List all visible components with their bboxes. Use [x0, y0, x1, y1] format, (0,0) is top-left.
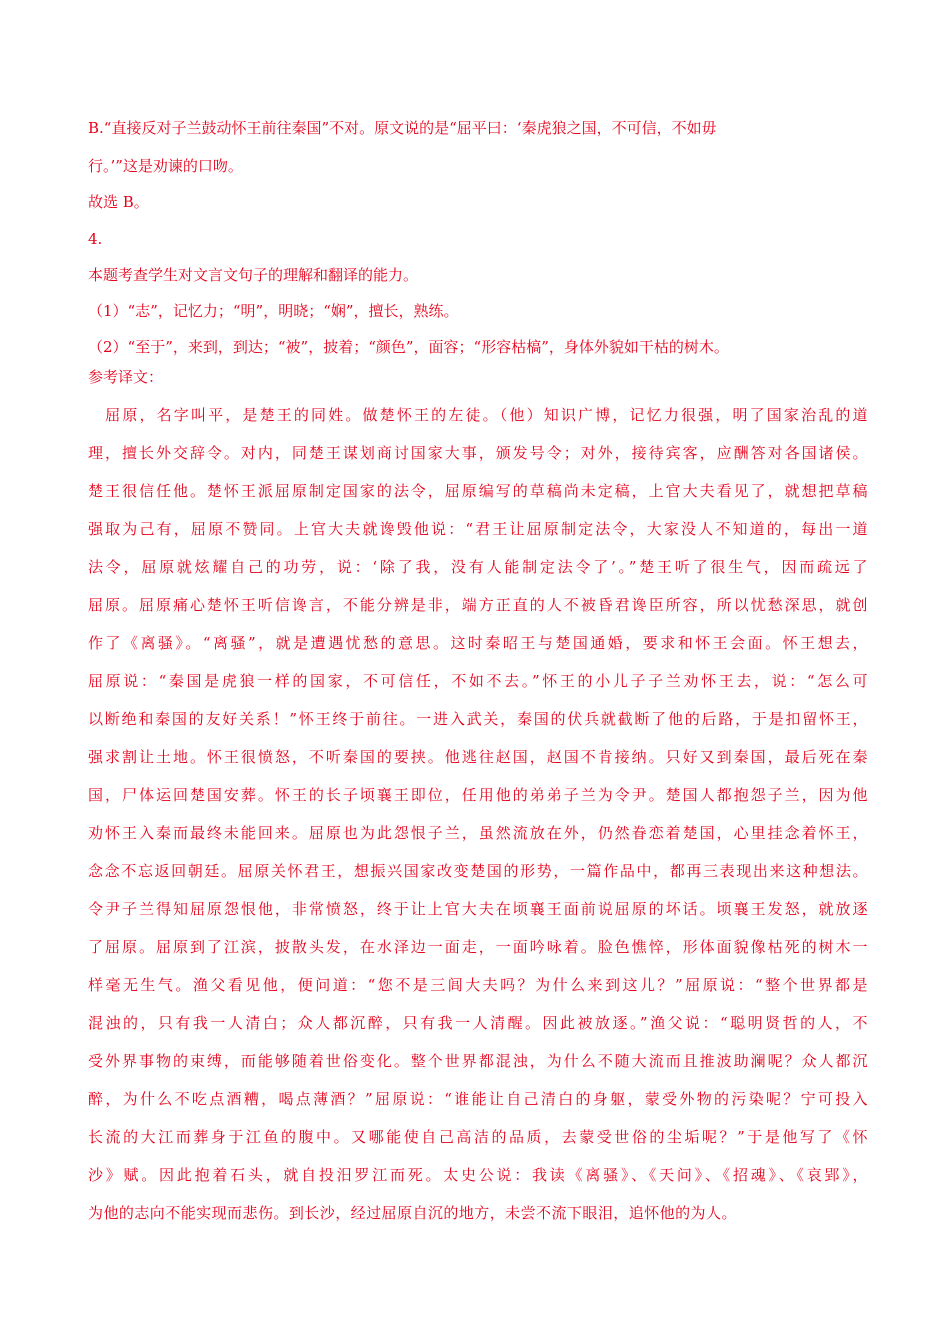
- translation-line: 国，尸体运回楚国安葬。怀王的长子顷襄王即位，任用他的弟弟子兰为令尹。楚国人都抱怨子兰，因为他: [88, 786, 868, 804]
- translation-line: 受外界事物的束缚，而能够随着世俗变化。整个世界都混浊，为什么不随大流而且推波助澜呢？众人都沉: [88, 1052, 868, 1070]
- translation-line: 屈原说：“秦国是虎狼一样的国家，不可信任，不如不去。”怀王的小儿子子兰劝怀王去，说：“怎么可: [88, 672, 868, 690]
- answer-b-text-1: B.“直接反对子兰鼓动怀王前往秦国”不对。原文说的是“屈平曰：‘秦虎狼之国，不可信，不如毋: [88, 119, 717, 137]
- translation-line: 劝怀王入秦而最终未能回来。屈原也为此怨恨子兰，虽然流放在外，仍然眷恋着楚国，心里挂念着怀王，: [88, 824, 868, 842]
- translation-line: 醉，为什么不吃点酒糟，喝点薄酒？”屈原说：“谁能让自己清白的身躯，蒙受外物的污染呢？宁可投入: [88, 1090, 868, 1108]
- translation-line: 长流的大江而葬身于江鱼的腹中。又哪能使自己高洁的品质，去蒙受世俗的尘垢呢？”于是他写了《怀: [88, 1128, 868, 1146]
- explanation-point-1: （1）“志”，记忆力；“明”，明晓；“娴”，擅长，熟练。: [88, 302, 459, 320]
- translation-line: 念念不忘返回朝廷。屈原关怀君王，想振兴国家改变楚国的形势，一篇作品中，都再三表现出来这种想法。: [88, 862, 868, 880]
- answer-b-line-2: [88, 148, 868, 184]
- translation-line: 理，擅长外交辞令。对内，同楚王谋划商讨国家大事，颁发号令；对外，接待宾客，应酬答对各国诸侯。: [88, 444, 868, 462]
- translation-line: 令尹子兰得知屈原怨恨他，非常愤怒，终于让上官大夫在顷襄王面前说屈原的坏话。顷襄王发怒，就放逐: [88, 900, 868, 918]
- translation-line: 屈原。屈原痛心楚怀王听信谗言，不能分辨是非，端方正直的人不被昏君谗臣所容，所以忧愁深思，就创: [88, 596, 868, 614]
- answer-conclusion: 故选 B。: [88, 193, 149, 211]
- translation-line: 样毫无生气。渔父看见他，便问道：“您不是三闾大夫吗？为什么来到这儿？”屈原说：“整个世界都是: [88, 976, 868, 994]
- translation-line: 法令，屈原就炫耀自己的功劳，说：‘除了我，没有人能制定法令了’。”楚王听了很生气，因而疏远了: [88, 558, 868, 576]
- translation-line: 强求割让土地。怀王很愤怒，不听秦国的要挟。他逃往赵国，赵国不肯接纳。只好又到秦国，最后死在秦: [88, 748, 868, 766]
- reference-translation: [88, 396, 868, 1232]
- translation-line: 了屈原。屈原到了江滨，披散头发，在水泽边一面走，一面吟咏着。脸色憔悴，形体面貌像枯死的树木一: [88, 938, 868, 956]
- translation-line: 沙》赋。因此抱着石头，就自投汨罗江而死。太史公说：我读《离骚》、《天问》、《招魂》、《哀郢》，: [88, 1166, 868, 1184]
- question-intro: 本题考查学生对文言文句子的理解和翻译的能力。: [88, 266, 419, 284]
- translation-line: 混浊的，只有我一人清白；众人都沉醉，只有我一人清醒。因此被放逐。”渔父说：“聪明贤哲的人，不: [88, 1014, 868, 1032]
- translation-line: 作了《离骚》。“离骚”，就是遭遇忧愁的意思。这时秦昭王与楚国通婚，要求和怀王会面。怀王想去，: [88, 634, 868, 652]
- explanation-point-2: （2）“至于”，来到，到达；“被”，披着；“颜色”，面容；“形容枯槁”，身体外貌如干枯的树木。: [88, 338, 729, 356]
- question-number: 4.: [88, 230, 103, 248]
- translation-line: 强取为己有，屈原不赞同。上官大夫就谗毁他说：“君王让屈原制定法令，大家没人不知道的，每出一道: [88, 520, 868, 538]
- answer-b-text-2: 行。’”这是劝谏的口吻。: [88, 157, 243, 175]
- reference-translation-label: 参考译文：: [88, 368, 164, 386]
- translation-line: 以断绝和秦国的友好关系！”怀王终于前往。一进入武关，秦国的伏兵就截断了他的后路，于是扣留怀王，: [88, 710, 868, 728]
- translation-line-last: 为他的志向不能实现而悲伤。到长沙，经过屈原自沉的地方，未尝不流下眼泪，追怀他的为人。: [88, 1204, 737, 1222]
- translation-line: 屈原，名字叫平，是楚王的同姓。做楚怀王的左徒。（他）知识广博，记忆力很强，明了国家治乱的道: [88, 406, 868, 424]
- answer-b-line-1: [88, 110, 868, 146]
- translation-line: 楚王很信任他。楚怀王派屈原制定国家的法令，屈原编写的草稿尚未定稿，上官大夫看见了，就想把草稿: [88, 482, 868, 500]
